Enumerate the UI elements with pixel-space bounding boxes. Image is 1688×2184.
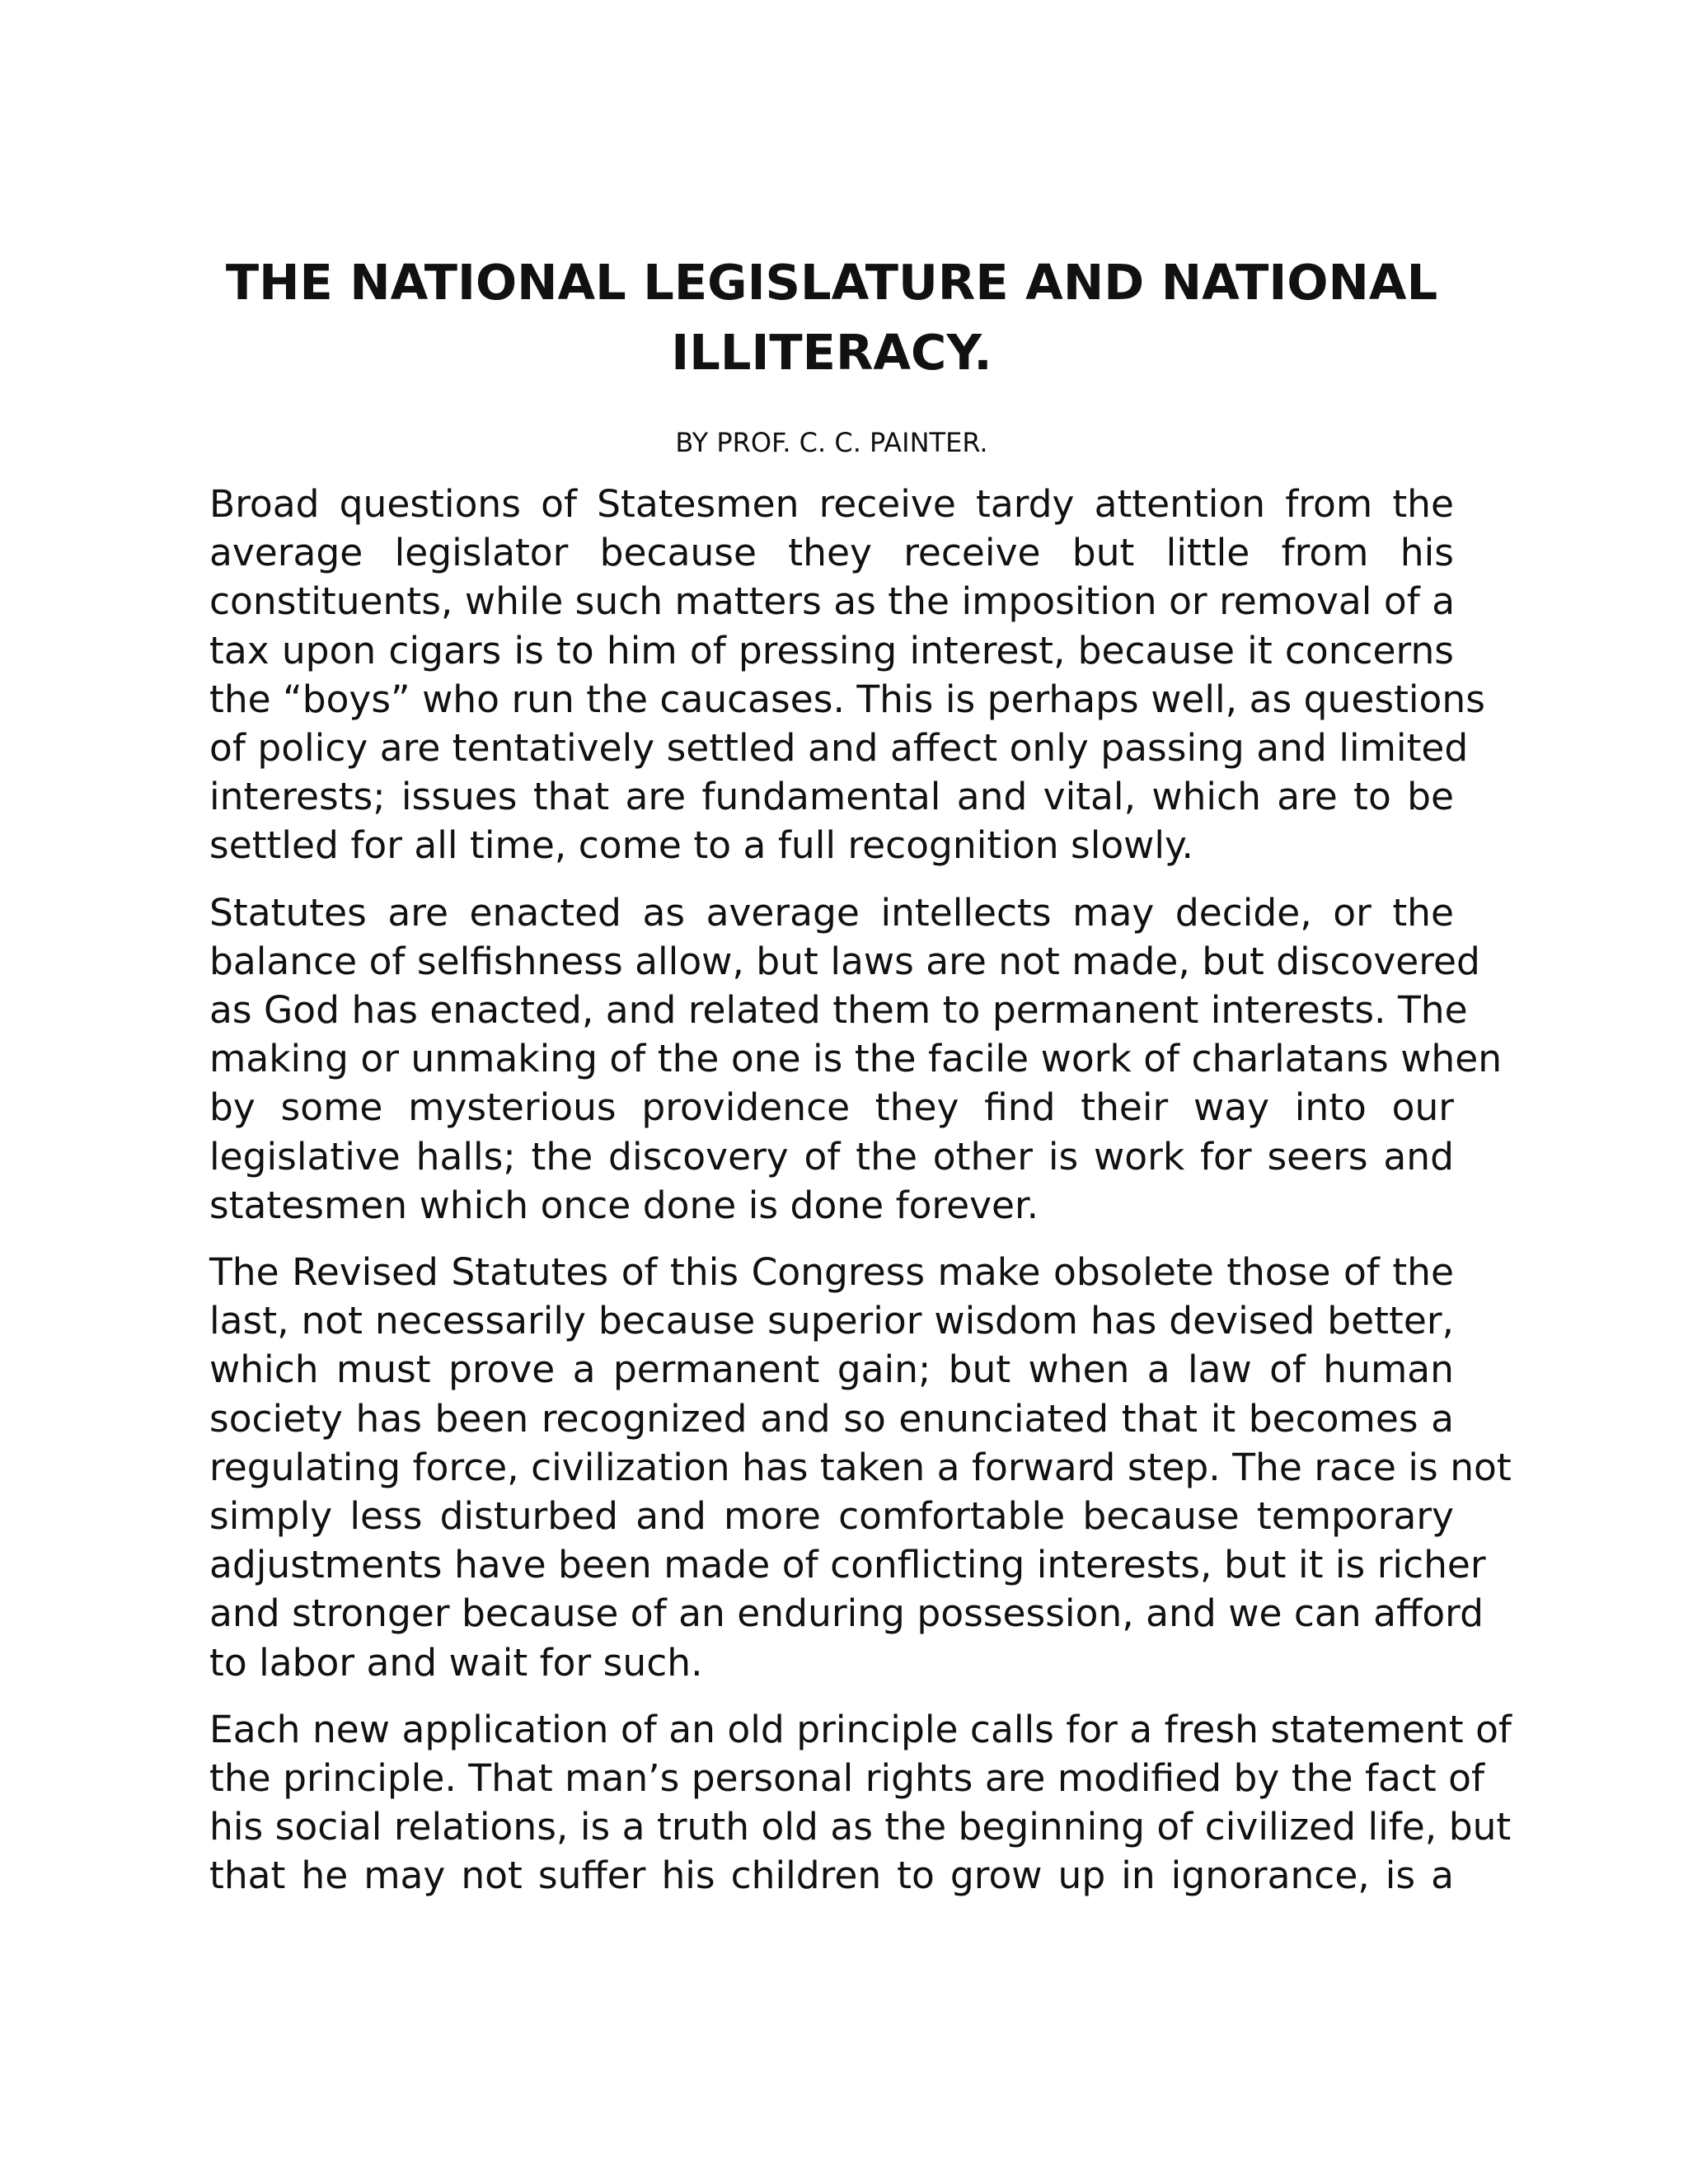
text-line: simply less disturbed and more comfortable because temporary [209, 1494, 1454, 1539]
paragraph [209, 888, 1503, 1230]
paragraph [209, 1705, 1512, 1900]
text-line: average legislator because they receive but little from his [209, 531, 1454, 575]
text-line: balance of selfishness allow, but laws are not made, but discovered [209, 939, 1480, 983]
author-byline: BY PROF. C. C. PAINTER. [675, 427, 988, 458]
text-line: the “boys” who run the caucases. This is perhaps well, as questions [209, 677, 1485, 721]
text-line: his social relations, is a truth old as the beginning of civilized life, but [209, 1805, 1512, 1849]
text-line: of policy are tentatively settled and affect only passing and limited [209, 726, 1469, 771]
text-line: society has been recognized and so enunciated that it becomes a [209, 1396, 1454, 1441]
text-line: Each new application of an old principle calls for a fresh statement of [209, 1707, 1512, 1751]
paragraph [209, 1248, 1512, 1687]
paragraph [209, 480, 1485, 870]
text-line: making or unmaking of the one is the facile work of charlatans when [209, 1037, 1503, 1081]
text-line: which must prove a permanent gain; but when a law of human [209, 1347, 1454, 1392]
text-line: settled for all time, come to a full recognition slowly. [209, 823, 1193, 868]
text-line: interests; issues that are fundamental and vital, which are to be [209, 775, 1454, 819]
text-line: that he may not suffer his children to grow up in ignorance, is a [209, 1854, 1454, 1898]
article-body [209, 480, 1512, 1900]
text-line: legislative halls; the discovery of the other is work for seers and [209, 1134, 1454, 1179]
title-line: THE NATIONAL LEGISLATURE AND NATIONAL [225, 254, 1438, 311]
title-line: ILLITERACY. [671, 324, 992, 381]
text-line: Statutes are enacted as average intellects may decide, or the [209, 890, 1454, 935]
text-line: adjustments have been made of conflicting interests, but it is richer [209, 1543, 1486, 1587]
text-line: statesmen which once done is done forever. [209, 1183, 1039, 1227]
text-line: the principle. That man’s personal rights are modified by the fact of [209, 1756, 1485, 1801]
text-line: Broad questions of Statesmen receive tardy attention from the [209, 482, 1454, 526]
text-line: to labor and wait for such. [209, 1640, 703, 1685]
text-line: The Revised Statutes of this Congress make obsolete those of the [209, 1250, 1454, 1295]
page-title [209, 247, 1454, 387]
text-line: tax upon cigars is to him of pressing interest, because it concerns [209, 628, 1454, 673]
text-line: last, not necessarily because superior wisdom has devised better, [209, 1299, 1454, 1343]
document-page [209, 247, 1512, 1919]
text-line: constituents, while such matters as the imposition or removal of a [209, 579, 1456, 624]
text-line: regulating force, civilization has taken a forward step. The race is not [209, 1445, 1512, 1489]
text-line: as God has enacted, and related them to permanent interests. The [209, 988, 1468, 1033]
text-line: and stronger because of an enduring possession, and we can afford [209, 1591, 1484, 1636]
text-line: by some mysterious providence they find their way into our [209, 1085, 1454, 1130]
